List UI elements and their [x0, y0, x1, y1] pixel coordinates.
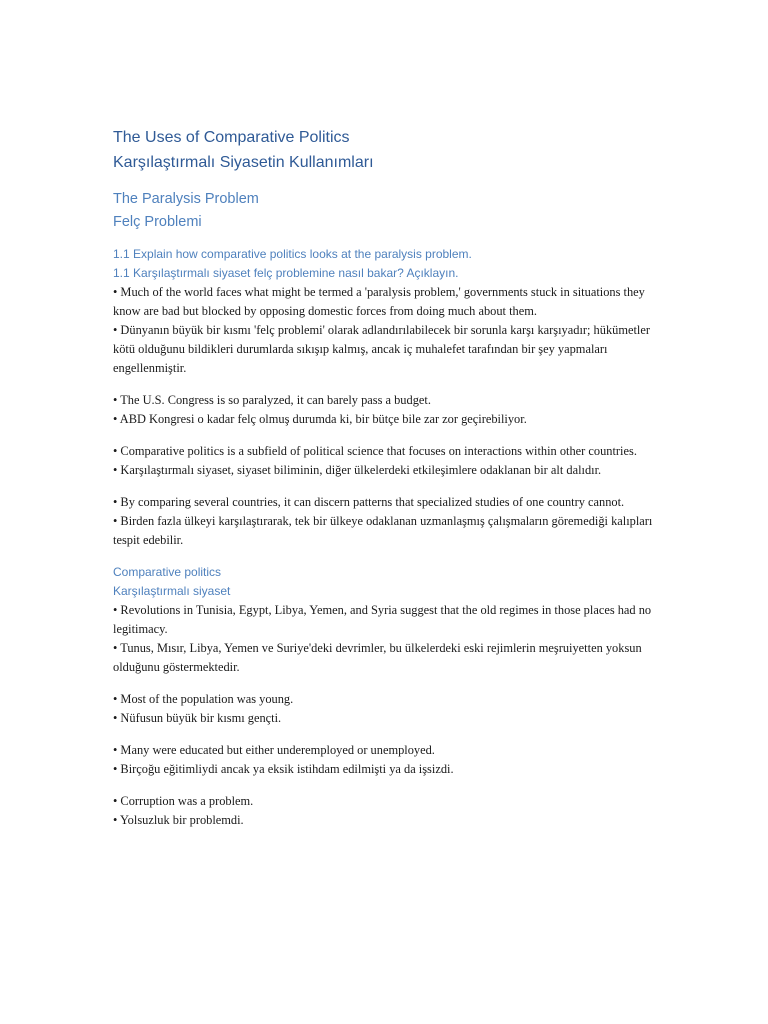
title-turkish: Karşılaştırmalı Siyasetin Kullanımları: [113, 154, 374, 171]
paragraph-turkish: • Nüfusun büyük bir kısmı gençti.: [113, 711, 282, 725]
title-english: The Uses of Comparative Politics: [113, 129, 350, 146]
document-content: [113, 125, 663, 843]
question-block: [113, 245, 663, 283]
paragraph-english: • Comparative politics is a subfield of political science that focuses on interactions within other countries.: [113, 444, 637, 458]
paragraph-turkish: • Yolsuzluk bir problemdi.: [113, 813, 244, 827]
paragraph-english: • Corruption was a problem.: [113, 794, 254, 808]
subsection-heading-block: [113, 563, 663, 601]
paragraph: [113, 601, 663, 677]
paragraph-turkish: • Birçoğu eğitimliydi ancak ya eksik istihdam edilmişti ya da işsizdi.: [113, 762, 454, 776]
paragraph: [113, 493, 663, 550]
paragraph: [113, 792, 663, 830]
title-block: [113, 125, 663, 175]
paragraph: [113, 690, 663, 728]
paragraph-english: • Most of the population was young.: [113, 692, 294, 706]
paragraph-turkish: • Dünyanın büyük bir kısmı 'felç problemi' olarak adlandırılabilecek bir sorunla karşı karşıyadır; hükümetler kötü olduğunu bildikleri durumlarda sıkışıp kalmış, ancak iç muhalefet tarafından bir şey yapmaları engellenmiştir.: [113, 323, 650, 375]
paragraph-turkish: • Tunus, Mısır, Libya, Yemen ve Suriye'deki devrimler, bu ülkelerdeki eski rejimlerin meşruiyetten yoksun olduğunu göstermektedir.: [113, 641, 642, 674]
paragraph-english: • Many were educated but either underemployed or unemployed.: [113, 743, 435, 757]
paragraph-english: • By comparing several countries, it can discern patterns that specialized studies of one country cannot.: [113, 495, 625, 509]
section-heading-english: The Paralysis Problem: [113, 191, 259, 207]
paragraph-english: • The U.S. Congress is so paralyzed, it can barely pass a budget.: [113, 393, 431, 407]
paragraph: [113, 442, 663, 480]
paragraph: [113, 391, 663, 429]
paragraph: [113, 741, 663, 779]
question-english: 1.1 Explain how comparative politics looks at the paralysis problem.: [113, 247, 472, 261]
paragraph-english: • Much of the world faces what might be termed a 'paralysis problem,' governments stuck in situations they know are bad but blocked by opposing domestic forces from doing much about them.: [113, 285, 645, 318]
paragraph-turkish: • Karşılaştırmalı siyaset, siyaset biliminin, diğer ülkelerdeki etkileşimlere odaklanan bir alt dalıdır.: [113, 463, 602, 477]
paragraph-turkish: • Birden fazla ülkeyi karşılaştırarak, tek bir ülkeye odaklanan uzmanlaşmış çalışmaların göremediği kalıpları tespit edebilir.: [113, 514, 653, 547]
section-heading-block: [113, 188, 663, 234]
paragraph-turkish: • ABD Kongresi o kadar felç olmuş durumda ki, bir bütçe bile zar zor geçirebiliyor.: [113, 412, 527, 426]
question-turkish: 1.1 Karşılaştırmalı siyaset felç problemine nasıl bakar? Açıklayın.: [113, 266, 459, 280]
subsection-heading-english: Comparative politics: [113, 565, 222, 579]
paragraph: [113, 283, 663, 378]
section-heading-turkish: Felç Problemi: [113, 214, 202, 230]
subsection-heading-turkish: Karşılaştırmalı siyaset: [113, 584, 231, 598]
paragraph-english: • Revolutions in Tunisia, Egypt, Libya, Yemen, and Syria suggest that the old regimes in those places had no legitimacy.: [113, 603, 652, 636]
